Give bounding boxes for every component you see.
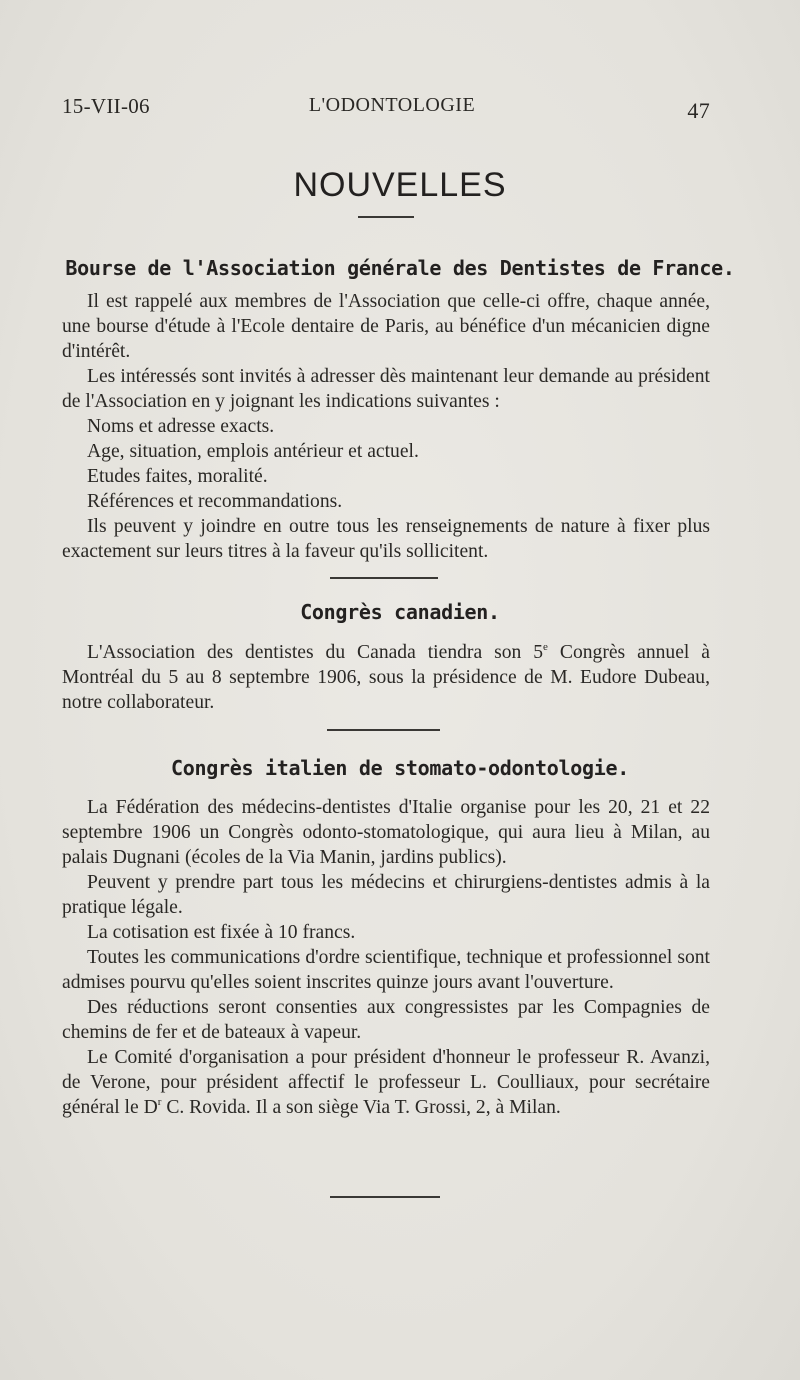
- paragraph: Des réductions seront consenties aux congressistes par les Compagnies de chemins de fer et de bateaux à vapeur.: [62, 997, 710, 1043]
- section-body-congres-canadien: [62, 640, 710, 715]
- title-divider: [358, 216, 414, 218]
- section-title-congres-canadien: Congrès canadien.: [300, 600, 500, 624]
- header-page-number: 47: [687, 98, 710, 123]
- running-header: [62, 94, 710, 124]
- paragraph: La cotisation est fixée à 10 francs.: [87, 922, 356, 943]
- paragraph: Etudes faites, moralité.: [87, 466, 268, 487]
- section-title-congres-italien: Congrès italien de stomato-odontologie.: [171, 756, 629, 780]
- paragraph: Les intéressés sont invités à adresser dès maintenant leur demande au président de l'Association en y joignant les indications suivantes :: [62, 366, 710, 412]
- section-body-congres-italien: [62, 795, 710, 1120]
- paragraph: Références et recommandations.: [87, 491, 343, 512]
- section-divider: [330, 577, 438, 579]
- header-journal-title: L'ODONTOLOGIE: [308, 94, 476, 116]
- paragraph: La Fédération des médecins-dentistes d'Italie organise pour les 20, 21 et 22 septembre 1906 un Congrès odonto-stomatologique, qui aura lieu à Milan, au palais Dugnani (écoles de la Via Manin, jardins publics).: [62, 797, 710, 868]
- section-body-bourse: [62, 289, 710, 564]
- paragraph: Noms et adresse exacts.: [87, 416, 275, 437]
- page-title: NOUVELLES: [293, 166, 507, 204]
- paragraph: Ils peuvent y joindre en outre tous les renseignements de nature à fixer plus exactement sur leurs titres à la faveur qu'ils sollicitent.: [62, 516, 710, 562]
- end-divider: [330, 1196, 440, 1198]
- header-date: 15-VII-06: [62, 94, 150, 118]
- paragraph: Toutes les communications d'ordre scientifique, technique et professionnel sont admises pourvu qu'elles soient inscrites quinze jours avant l'ouverture.: [62, 947, 710, 993]
- paragraph: L'Association des dentistes du Canada tiendra son 5e Congrès annuel à Montréal du 5 au 8 septembre 1906, sous la présidence de M. Eudore Dubeau, notre collaborateur.: [62, 641, 710, 713]
- paragraph: Peuvent y prendre part tous les médecins et chirurgiens-dentistes admis à la pratique légale.: [62, 872, 710, 918]
- paragraph: Le Comité d'organisation a pour président d'honneur le professeur R. Avanzi, de Verone, pour président affectif le professeur L. Coulliaux, pour secrétaire général le $D^r$ C. Rovida. Il a son siège Via T. Grossi, 2, à Milan.: [62, 1047, 710, 1118]
- section-divider: [327, 729, 440, 731]
- section-title-bourse: Bourse de l'Association générale des Dentistes de France.: [65, 256, 735, 280]
- paragraph: Age, situation, emplois antérieur et actuel.: [87, 441, 419, 462]
- paragraph: Il est rappelé aux membres de l'Association que celle-ci offre, chaque année, une bourse d'étude à l'Ecole dentaire de Paris, au bénéfice d'un mécanicien digne d'intérêt.: [62, 291, 710, 362]
